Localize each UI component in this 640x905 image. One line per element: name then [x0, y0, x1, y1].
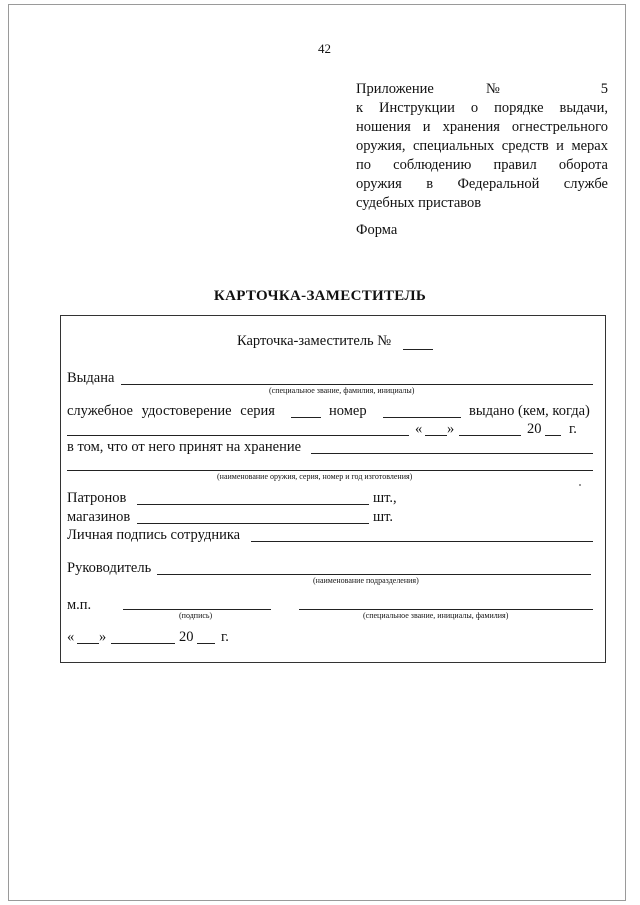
signature-hint: (подпись)	[179, 611, 213, 620]
unit-hint: (наименование подразделения)	[313, 576, 419, 585]
issue-month-field[interactable]	[459, 435, 521, 436]
sign-month-field[interactable]	[111, 643, 175, 644]
employee-signature-field[interactable]	[251, 541, 593, 542]
cartridges-label: Патронов	[67, 490, 127, 506]
cert-series-field[interactable]	[291, 417, 321, 418]
weapon-field[interactable]	[67, 470, 593, 471]
cert-series-label: служебное удостоверение серия	[67, 403, 275, 419]
storage-field[interactable]	[311, 453, 593, 454]
rank-hint: (специальное звание, инициалы, фамилия)	[363, 611, 509, 620]
document-title: КАРТОЧКА-ЗАМЕСТИТЕЛЬ	[213, 288, 427, 304]
year-prefix: 20	[527, 421, 542, 437]
head-signature-field[interactable]	[123, 609, 271, 610]
appendix-line: к Инструкции о порядке выдачи,	[356, 100, 608, 116]
form-label: Форма	[356, 222, 398, 238]
cert-number-label: номер	[329, 403, 367, 419]
issued-hint: (специальное звание, фамилия, инициалы)	[269, 386, 415, 395]
cert-number-field[interactable]	[383, 417, 461, 418]
appendix-line: ношения и хранения огнестрельного	[356, 119, 608, 135]
scan-speck	[579, 484, 581, 486]
appendix-line: по соблюдению правил оборота	[356, 157, 608, 173]
appendix-line: Приложение № 5	[356, 81, 608, 97]
sign-year-suffix: г.	[221, 629, 229, 645]
issue-year-field[interactable]	[545, 435, 561, 436]
issued-by-label: выдано (кем, когда)	[469, 403, 590, 419]
cartridges-unit: шт.,	[373, 490, 397, 506]
page-number: 42	[318, 41, 331, 56]
appendix-header	[356, 80, 608, 213]
stamp-label: м.п.	[67, 597, 92, 613]
head-rank-field[interactable]	[299, 609, 593, 610]
sign-day-field[interactable]	[77, 643, 99, 644]
card-heading: Карточка-заместитель №	[237, 333, 392, 349]
cartridges-field[interactable]	[137, 504, 369, 505]
year-suffix: г.	[569, 421, 577, 437]
date-close-quote: »	[447, 421, 455, 437]
appendix-line: судебных приставов	[356, 195, 482, 211]
date-open-quote: «	[415, 421, 423, 437]
appendix-line: оружия, специальных средств и мерах	[356, 138, 608, 154]
head-label: Руководитель	[67, 560, 152, 576]
magazines-label: магазинов	[67, 509, 131, 525]
substitute-card-form	[60, 315, 606, 663]
sign-year-field[interactable]	[197, 643, 215, 644]
magazines-unit: шт.	[373, 509, 394, 525]
magazines-field[interactable]	[137, 523, 369, 524]
issued-by-field[interactable]	[67, 435, 409, 436]
sign-date-close-quote: »	[99, 629, 107, 645]
sign-year-prefix: 20	[179, 629, 194, 645]
card-number-field[interactable]	[403, 349, 433, 350]
issued-to-field[interactable]	[121, 384, 593, 385]
storage-label: в том, что от него принят на хранение	[67, 439, 302, 455]
signature-label: Личная подпись сотрудника	[67, 527, 241, 543]
unit-name-field[interactable]	[157, 574, 591, 575]
sign-date-open-quote: «	[67, 629, 75, 645]
weapon-hint: (наименование оружия, серия, номер и год изготовления)	[217, 472, 413, 481]
issued-label: Выдана	[67, 370, 115, 386]
issue-day-field[interactable]	[425, 435, 447, 436]
appendix-line: оружия в Федеральной службе	[356, 176, 608, 192]
